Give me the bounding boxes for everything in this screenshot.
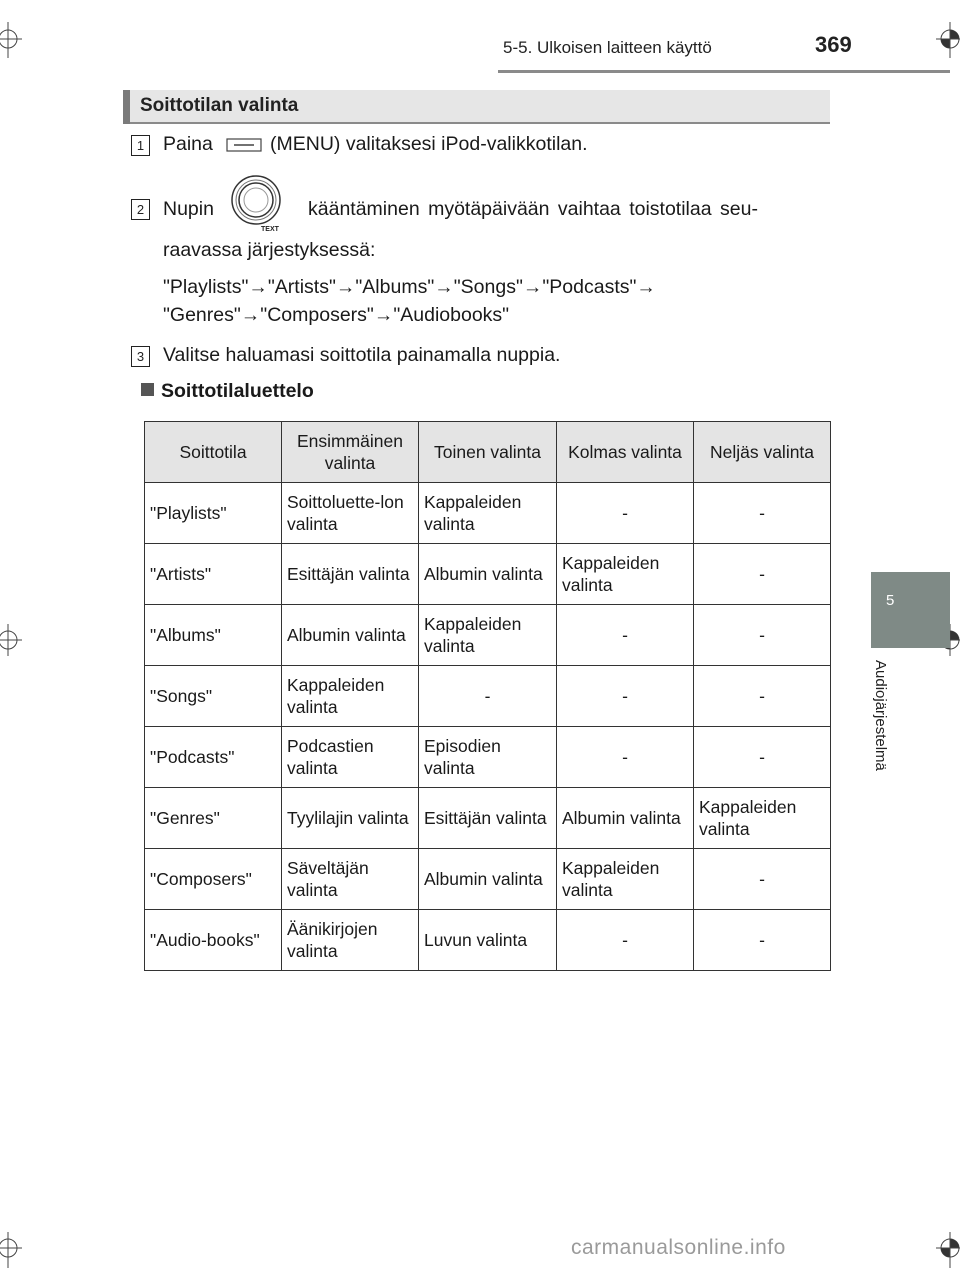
table-cell: Albumin valinta [419, 544, 557, 605]
table-header-cell: Soittotila [145, 422, 282, 483]
step-2-text-end: kääntäminen myötäpäivään vaihtaa toistotilaa seu- [308, 198, 758, 220]
table-cell: - [694, 605, 831, 666]
table-cell: "Audio-books" [145, 910, 282, 971]
table-cell: Säveltäjän valinta [282, 849, 419, 910]
table-cell: "Songs" [145, 666, 282, 727]
table-header-row [145, 422, 831, 483]
table-cell: "Artists" [145, 544, 282, 605]
table-cell: Albumin valinta [282, 605, 419, 666]
table-cell: - [557, 483, 694, 544]
menu-button-icon [226, 138, 262, 152]
table-cell: - [557, 727, 694, 788]
table-cell: "Genres" [145, 788, 282, 849]
table-cell: - [557, 910, 694, 971]
table-row [145, 849, 831, 910]
table-cell: "Podcasts" [145, 727, 282, 788]
step-1-number: 1 [131, 135, 150, 156]
table-row [145, 605, 831, 666]
knob-text-label: TEXT [261, 226, 279, 232]
table-cell: Esittäjän valinta [419, 788, 557, 849]
header-section-title: 5-5. Ulkoisen laitteen käyttö [503, 38, 712, 57]
table-header-cell: Ensimmäinen valinta [282, 422, 419, 483]
section-title: Soittotilan valinta [140, 95, 299, 116]
table-row [145, 910, 831, 971]
table-cell: Kappaleiden valinta [557, 544, 694, 605]
table-cell: "Playlists" [145, 483, 282, 544]
header-rule [498, 70, 950, 73]
crop-mark-bottom-right [930, 1228, 960, 1268]
table-cell: "Composers" [145, 849, 282, 910]
table-cell: Luvun valinta [419, 910, 557, 971]
watermark: carmanualsonline.info [571, 1236, 786, 1259]
table-cell: Esittäjän valinta [282, 544, 419, 605]
table-cell: "Albums" [145, 605, 282, 666]
step-3-number: 3 [131, 346, 150, 367]
table-cell: Kappaleiden valinta [557, 849, 694, 910]
section-bar-accent [123, 90, 130, 124]
table-cell: Albumin valinta [419, 849, 557, 910]
step-3-text: Valitse haluamasi soittotila painamalla nuppia. [163, 344, 561, 366]
table-cell: Kappaleiden valinta [419, 483, 557, 544]
crop-mark-top-right [930, 22, 960, 62]
table-cell: - [557, 605, 694, 666]
step-2-sequence-line-1: "Playlists"→"Artists"→"Albums"→"Songs"→"Podcasts"→ [163, 276, 656, 298]
square-bullet-icon [141, 383, 154, 396]
table-cell: Kappaleiden valinta [694, 788, 831, 849]
table-header-cell: Kolmas valinta [557, 422, 694, 483]
chapter-number: 5 [886, 592, 895, 609]
subheading [141, 380, 314, 403]
table-cell: Äänikirjojen valinta [282, 910, 419, 971]
table-row [145, 483, 831, 544]
table-cell: - [419, 666, 557, 727]
table-row [145, 727, 831, 788]
table-cell: Episodien valinta [419, 727, 557, 788]
table-cell: Albumin valinta [557, 788, 694, 849]
table-cell: Kappaleiden valinta [419, 605, 557, 666]
step-1-text-end: (MENU) valitaksesi iPod-valikkotilan. [270, 133, 588, 155]
table-cell: - [694, 727, 831, 788]
table-row [145, 666, 831, 727]
table-cell: - [694, 910, 831, 971]
crop-mark-bottom-left [0, 1228, 30, 1268]
table-cell: - [694, 483, 831, 544]
table-cell: Podcastien valinta [282, 727, 419, 788]
crop-mark-mid-left [0, 620, 30, 660]
page-number: 369 [815, 32, 852, 57]
table-cell: - [557, 666, 694, 727]
table-cell: Tyylilajin valinta [282, 788, 419, 849]
table-header-cell: Neljäs valinta [694, 422, 831, 483]
subheading-text: Soittotilaluettelo [161, 380, 314, 402]
table-cell: - [694, 544, 831, 605]
step-2-text-start: Nupin [163, 198, 214, 220]
section-title-bar [123, 90, 830, 124]
table-cell: Soittoluette-lon valinta [282, 483, 419, 544]
play-mode-table [144, 421, 831, 971]
table-cell: - [694, 666, 831, 727]
step-1-text-start: Paina [163, 133, 213, 155]
crop-mark-top-left [0, 22, 40, 62]
table-row [145, 788, 831, 849]
step-2-sequence-line-2: "Genres"→"Composers"→"Audiobooks" [163, 304, 510, 326]
table-cell: Kappaleiden valinta [282, 666, 419, 727]
table-header-cell: Toinen valinta [419, 422, 557, 483]
chapter-tab [871, 572, 950, 648]
chapter-label: Audiojärjestelmä [872, 660, 889, 771]
table-cell: - [694, 849, 831, 910]
step-2-line-2: raavassa järjestyksessä: [163, 239, 376, 261]
tune-knob-icon [229, 174, 287, 232]
table-row [145, 544, 831, 605]
step-2-number: 2 [131, 199, 150, 220]
